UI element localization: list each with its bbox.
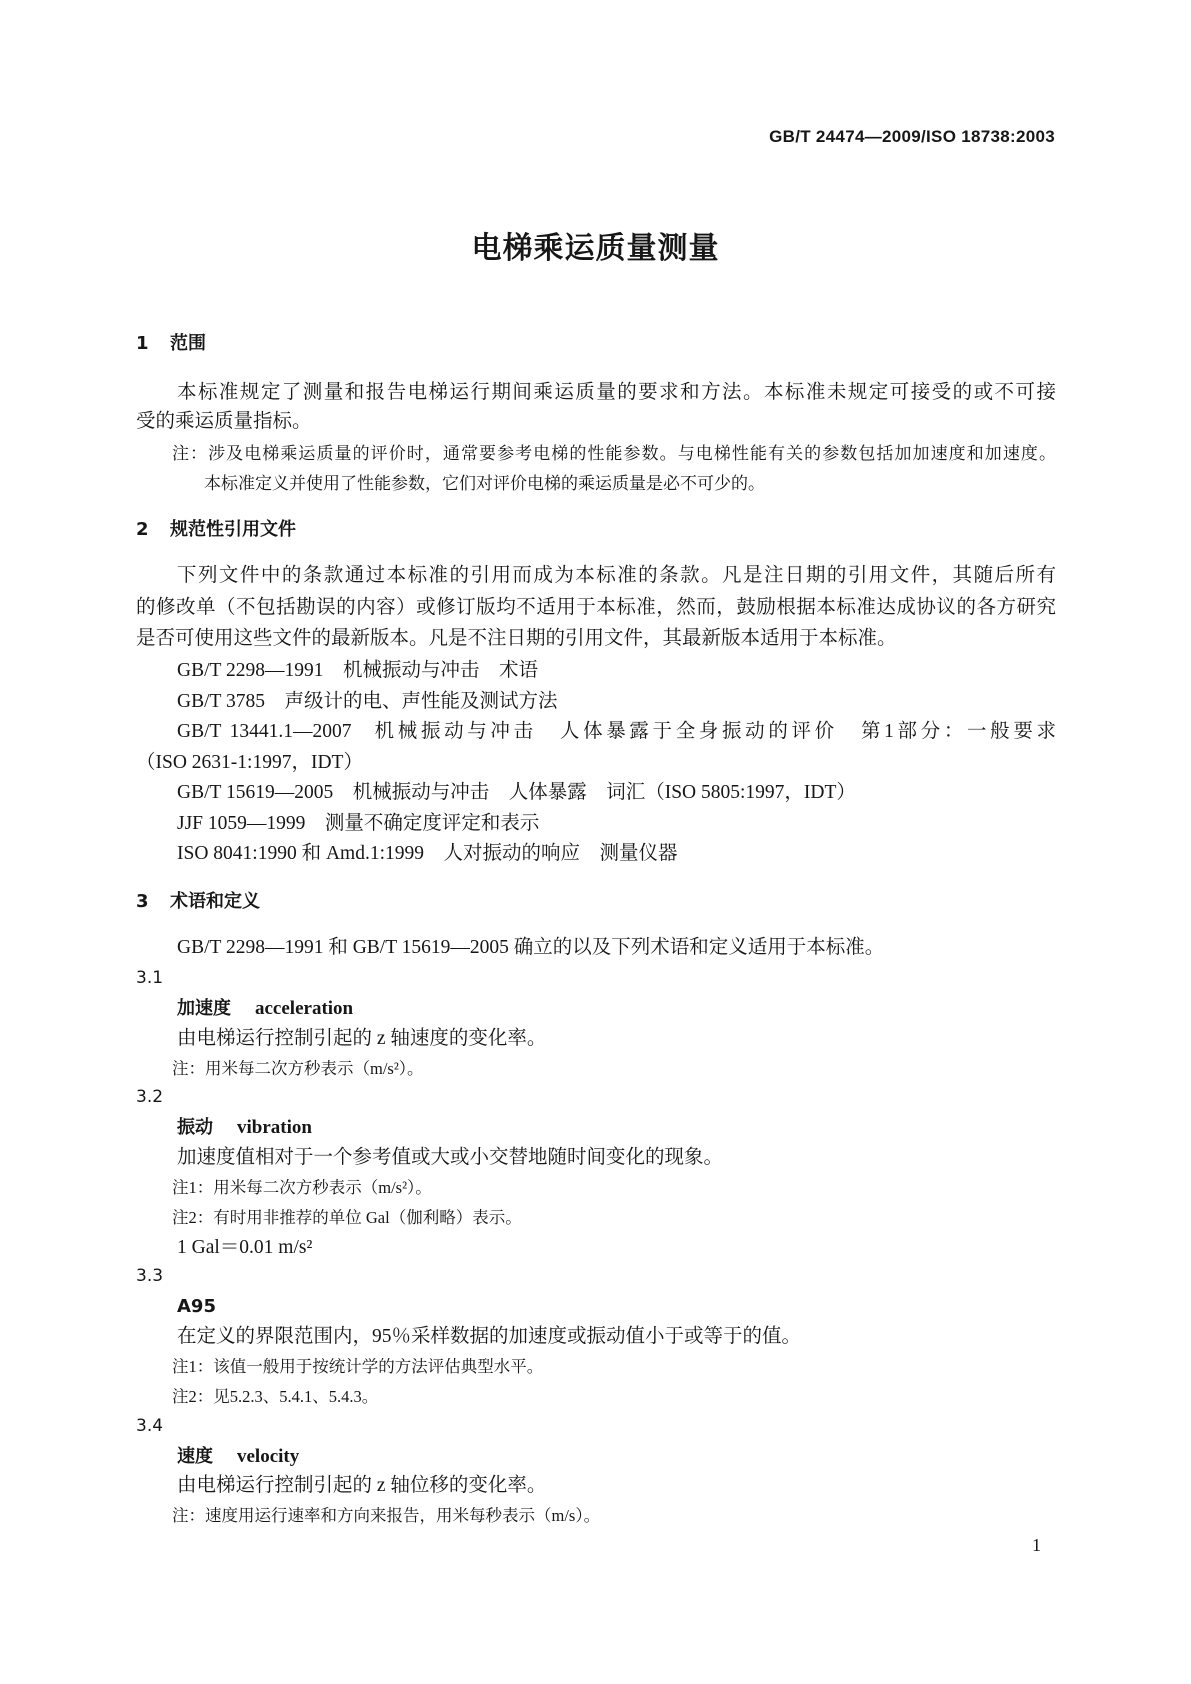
paragraph-line: 的修改单（不包括勘误的内容）或修订版均不适用于本标准，然而，鼓励根据本标准达成协议的各方研究 <box>136 596 1056 618</box>
term-note: 注：速度用运行速率和方向来报告，用米每秒表示（m/s）。 <box>172 1506 601 1526</box>
reference-item <box>136 839 1056 870</box>
note-line: 本标准定义并使用了性能参数，它们对评价电梯的乘运质量是必不可少的。 <box>204 474 765 493</box>
paragraph <box>136 560 1056 655</box>
term-name <box>136 1292 1056 1322</box>
term-zh: A95 <box>177 1296 216 1318</box>
term-note: 注2：有时用非推荐的单位 Gal（伽利略）表示。 <box>172 1207 522 1227</box>
term-formula: 1 Gal＝0.01 m/s² <box>177 1236 313 1258</box>
term-list <box>136 964 1056 1531</box>
reference-title: 测量不确定度评定和表示 <box>324 812 540 834</box>
term-zh: 速度 <box>177 1445 213 1467</box>
section-number: 1 <box>136 333 149 354</box>
paragraph-line: GB/T 2298—1991 和 GB/T 15619—2005 确立的以及下列术语和定义适用于本标准。 <box>177 937 885 958</box>
term-zh: 加速度 <box>177 997 231 1019</box>
term-entry <box>136 1262 1056 1411</box>
paragraph-line: 下列文件中的条款通过本标准的引用而成为本标准的条款。凡是注日期的引用文件，其随后所有 <box>177 565 1056 586</box>
reference-item <box>136 687 1056 718</box>
document-body <box>136 329 1056 1531</box>
term-en: acceleration <box>255 997 354 1019</box>
section-terms-and-definitions <box>136 887 1056 1531</box>
term-definition: 加速度值相对于一个参考值或大或小交替地随时间变化的现象。 <box>177 1147 724 1169</box>
paragraph <box>136 378 1056 436</box>
term-definition: 由电梯运行控制引起的 z 轴速度的变化率。 <box>177 1027 547 1049</box>
reference-list <box>136 656 1056 870</box>
note-line: 注：涉及电梯乘运质量的评价时，通常要参考电梯的性能参数。与电梯性能有关的参数包括加加速度和加速度。 <box>172 444 1056 463</box>
paragraph-line: 受的乘运质量指标。 <box>136 411 312 432</box>
reference-code: GB/T 15619—2005 <box>177 782 334 803</box>
term-number: 3.4 <box>136 1415 164 1436</box>
reference-item <box>136 809 1056 840</box>
term-en: velocity <box>237 1445 300 1467</box>
reference-continuation: （ISO 2631-1:1997，IDT） <box>136 751 363 773</box>
note <box>136 439 1056 499</box>
term-note: 注：用米每二次方秒表示（m/s²）。 <box>172 1058 424 1078</box>
term-definition: 由电梯运行控制引起的 z 轴位移的变化率。 <box>177 1475 547 1497</box>
section-heading <box>136 329 1056 359</box>
section-normative-references <box>136 515 1056 870</box>
reference-title: 机械振动与冲击 人体暴露于全身振动的评价 第1部分：一般要求 <box>370 721 1056 742</box>
term-en: vibration <box>237 1117 312 1139</box>
section-title: 术语和定义 <box>170 891 260 912</box>
term-note: 注2：见5.2.3、5.4.1、5.4.3。 <box>172 1386 379 1406</box>
reference-item <box>136 778 1056 809</box>
section-heading <box>136 515 1056 545</box>
section-number: 2 <box>136 519 149 540</box>
section-heading <box>136 887 1056 917</box>
paragraph-line: 是否可使用这些文件的最新版本。凡是不注日期的引用文件，其最新版本适用于本标准。 <box>136 628 897 649</box>
term-name <box>136 1113 1056 1143</box>
reference-title: 人对振动的响应 测量仪器 <box>443 843 678 864</box>
section-title: 规范性引用文件 <box>170 519 296 540</box>
reference-item <box>136 656 1056 687</box>
term-name <box>136 994 1056 1024</box>
reference-code: GB/T 13441.1—2007 <box>177 721 352 742</box>
paragraph-line: 本标准规定了测量和报告电梯运行期间乘运质量的要求和方法。本标准未规定可接受的或不可接 <box>177 382 1056 403</box>
term-note: 注1：该值一般用于按统计学的方法评估典型水平。 <box>172 1356 544 1376</box>
reference-title: 机械振动与冲击 人体暴露 词汇（ISO 5805:1997，IDT） <box>352 782 856 803</box>
reference-item <box>136 717 1056 748</box>
reference-title: 机械振动与冲击 术语 <box>342 660 538 681</box>
section-number: 3 <box>136 891 149 912</box>
term-entry <box>136 964 1056 1083</box>
term-zh: 振动 <box>177 1117 213 1139</box>
standard-code-header: GB/T 24474—2009/ISO 18738:2003 <box>769 127 1055 146</box>
reference-code: ISO 8041:1990 和 Amd.1:1999 <box>177 843 425 864</box>
term-name <box>136 1442 1056 1472</box>
term-number: 3.3 <box>136 1266 164 1287</box>
term-entry <box>136 1083 1056 1262</box>
section-title: 范围 <box>170 333 206 354</box>
reference-title: 声级计的电、声性能及测试方法 <box>284 690 558 712</box>
reference-code: GB/T 2298—1991 <box>177 660 324 681</box>
term-number: 3.1 <box>136 968 164 988</box>
term-definition: 在定义的界限范围内，95％采样数据的加速度或振动值小于或等于的值。 <box>177 1326 802 1348</box>
term-note: 注1：用米每二次方秒表示（m/s²）。 <box>172 1177 432 1197</box>
term-number: 3.2 <box>136 1087 164 1108</box>
document-title: 电梯乘运质量测量 <box>471 231 720 266</box>
section-scope <box>136 329 1056 499</box>
reference-code: GB/T 3785 <box>177 690 265 712</box>
page-number: 1 <box>1032 1535 1041 1555</box>
paragraph <box>136 933 1056 963</box>
term-entry <box>136 1412 1056 1531</box>
reference-code: JJF 1059—1999 <box>177 812 306 834</box>
